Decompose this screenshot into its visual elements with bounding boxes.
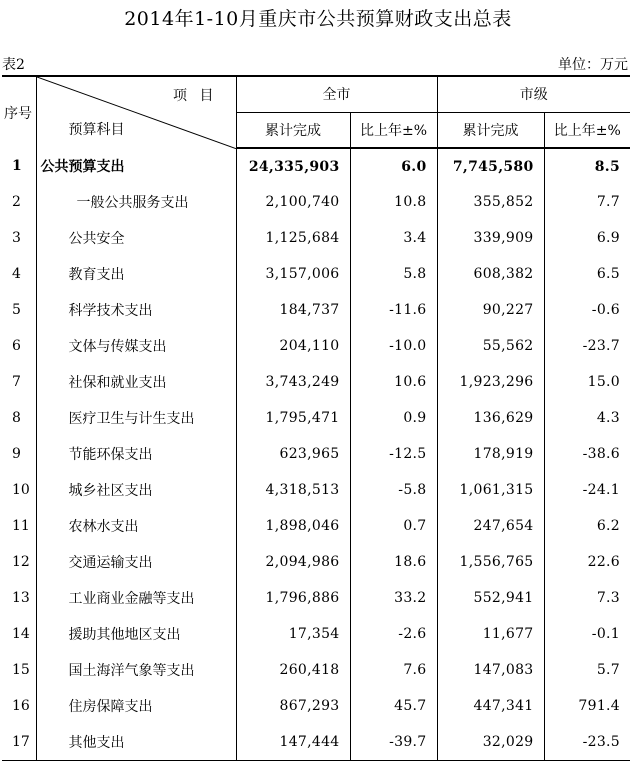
cell-municipal-cumulative: 55,562 (437, 328, 544, 364)
cell-seq: 17 (2, 724, 36, 760)
cell-municipal-cumulative: 178,919 (437, 436, 544, 472)
cell-municipal-cumulative: 608,382 (437, 256, 544, 292)
cell-municipal-yoy: -23.5 (544, 724, 630, 760)
cell-city-cumulative: 3,157,006 (236, 256, 350, 292)
cell-city-yoy: 10.8 (350, 184, 437, 220)
cell-subject: 医疗卫生与计生支出 (36, 400, 236, 436)
cell-city-yoy: -5.8 (350, 472, 437, 508)
expenditure-table (2, 75, 630, 761)
cell-municipal-cumulative: 11,677 (437, 616, 544, 652)
cell-subject: 农林水支出 (36, 508, 236, 544)
header-city-cumulative: 累计完成 (236, 112, 350, 148)
header-municipal-yoy: 比上年±% (544, 112, 630, 148)
unit-label: 单位：万元 (558, 57, 628, 73)
table-row (2, 400, 630, 436)
cell-city-yoy: 45.7 (350, 688, 437, 724)
cell-municipal-cumulative: 1,556,765 (437, 544, 544, 580)
table-row (2, 544, 630, 580)
cell-city-cumulative: 4,318,513 (236, 472, 350, 508)
cell-subject: 一般公共服务支出 (36, 184, 236, 220)
cell-seq: 6 (12, 338, 21, 354)
cell-seq: 12 (12, 554, 30, 570)
cell-seq: 3 (12, 230, 21, 246)
table-row (2, 328, 630, 364)
cell-city-yoy: 7.6 (350, 652, 437, 688)
header-subject: 预算科目 (68, 122, 125, 138)
cell-municipal-yoy: -38.6 (544, 436, 630, 472)
cell-city-cumulative: 623,965 (236, 436, 350, 472)
cell-city-yoy: 5.8 (350, 256, 437, 292)
table-row (2, 292, 630, 328)
header-group-municipal: 市级 (437, 76, 630, 112)
cell-city-yoy: -2.6 (350, 616, 437, 652)
cell-seq: 9 (12, 446, 21, 462)
cell-city-cumulative: 260,418 (236, 652, 350, 688)
cell-municipal-yoy: 6.5 (544, 256, 630, 292)
cell-municipal-cumulative: 1,061,315 (437, 472, 544, 508)
cell-city-cumulative: 24,335,903 (236, 148, 350, 184)
cell-municipal-cumulative: 247,654 (437, 508, 544, 544)
header-item: 项 目 (173, 88, 218, 104)
cell-municipal-cumulative: 355,852 (437, 184, 544, 220)
cell-subject: 社保和就业支出 (36, 364, 236, 400)
cell-municipal-yoy: 15.0 (544, 364, 630, 400)
cell-subject: 公共安全 (36, 220, 236, 256)
cell-city-yoy: -11.6 (350, 292, 437, 328)
cell-subject: 科学技术支出 (36, 292, 236, 328)
table-row (2, 472, 630, 508)
table-row (2, 436, 630, 472)
cell-city-cumulative: 147,444 (236, 724, 350, 760)
cell-city-yoy: -39.7 (350, 724, 437, 760)
cell-municipal-yoy: -23.7 (544, 328, 630, 364)
cell-municipal-cumulative: 1,923,296 (437, 364, 544, 400)
cell-city-cumulative: 3,743,249 (236, 364, 350, 400)
cell-city-cumulative: 1,898,046 (236, 508, 350, 544)
cell-seq: 14 (12, 626, 30, 642)
cell-city-yoy: -12.5 (350, 436, 437, 472)
header-group-city: 全市 (236, 76, 437, 112)
cell-municipal-cumulative: 552,941 (437, 580, 544, 616)
cell-municipal-yoy: 8.5 (544, 148, 630, 184)
cell-subject: 节能环保支出 (36, 436, 236, 472)
cell-city-yoy: 6.0 (350, 148, 437, 184)
cell-city-cumulative: 867,293 (236, 688, 350, 724)
cell-city-cumulative: 184,737 (236, 292, 350, 328)
cell-city-yoy: 10.6 (350, 364, 437, 400)
cell-seq: 4 (12, 266, 21, 282)
cell-subject: 交通运输支出 (36, 544, 236, 580)
cell-seq: 13 (12, 590, 30, 606)
cell-city-cumulative: 2,100,740 (236, 184, 350, 220)
cell-municipal-yoy: 4.3 (544, 400, 630, 436)
cell-seq: 2 (12, 194, 21, 210)
cell-municipal-cumulative: 90,227 (437, 292, 544, 328)
page-title: 2014年1-10月重庆市公共预算财政支出总表 (124, 8, 512, 30)
table-id: 表2 (2, 57, 25, 73)
cell-municipal-cumulative: 32,029 (437, 724, 544, 760)
cell-city-cumulative: 1,796,886 (236, 580, 350, 616)
cell-municipal-yoy: -24.1 (544, 472, 630, 508)
cell-city-cumulative: 204,110 (236, 328, 350, 364)
table-row (2, 508, 630, 544)
cell-municipal-yoy: -0.6 (544, 292, 630, 328)
cell-city-yoy: 0.9 (350, 400, 437, 436)
cell-subject: 其他支出 (36, 724, 236, 760)
cell-seq: 16 (12, 698, 30, 714)
header-municipal-cumulative: 累计完成 (437, 112, 544, 148)
table-row-total (2, 148, 630, 184)
table-row (2, 688, 630, 724)
cell-subject: 援助其他地区支出 (36, 616, 236, 652)
table-row (2, 256, 630, 292)
table-body (2, 148, 630, 760)
cell-city-cumulative: 2,094,986 (236, 544, 350, 580)
cell-municipal-cumulative: 447,341 (437, 688, 544, 724)
cell-subject: 住房保障支出 (36, 688, 236, 724)
table-row (2, 652, 630, 688)
cell-municipal-yoy: 7.7 (544, 184, 630, 220)
table-row (2, 184, 630, 220)
table-row (2, 220, 630, 256)
cell-city-yoy: 3.4 (350, 220, 437, 256)
cell-municipal-yoy: 791.4 (544, 688, 630, 724)
cell-municipal-cumulative: 7,745,580 (437, 148, 544, 184)
cell-municipal-yoy: -0.1 (544, 616, 630, 652)
cell-city-yoy: -10.0 (350, 328, 437, 364)
cell-subject: 国土海洋气象等支出 (36, 652, 236, 688)
table-row (2, 724, 630, 760)
cell-seq: 7 (12, 374, 21, 390)
cell-seq: 10 (12, 482, 30, 498)
cell-seq: 1 (12, 158, 22, 174)
header-seq: 序号 (2, 76, 36, 148)
cell-city-cumulative: 17,354 (236, 616, 350, 652)
header-diagonal-cell (36, 76, 236, 148)
cell-municipal-yoy: 7.3 (544, 580, 630, 616)
cell-city-cumulative: 1,125,684 (236, 220, 350, 256)
header-city-yoy: 比上年±% (350, 112, 437, 148)
cell-city-yoy: 33.2 (350, 580, 437, 616)
cell-seq: 5 (12, 302, 21, 318)
cell-city-yoy: 18.6 (350, 544, 437, 580)
cell-seq: 8 (12, 410, 21, 426)
cell-municipal-cumulative: 147,083 (437, 652, 544, 688)
table-row (2, 616, 630, 652)
cell-municipal-cumulative: 339,909 (437, 220, 544, 256)
cell-municipal-yoy: 6.9 (544, 220, 630, 256)
table-row (2, 580, 630, 616)
cell-seq: 15 (12, 662, 30, 678)
cell-municipal-yoy: 22.6 (544, 544, 630, 580)
cell-subject: 教育支出 (36, 256, 236, 292)
cell-subject: 城乡社区支出 (36, 472, 236, 508)
cell-subject: 工业商业金融等支出 (36, 580, 236, 616)
table-row (2, 364, 630, 400)
cell-municipal-yoy: 5.7 (544, 652, 630, 688)
cell-city-cumulative: 1,795,471 (236, 400, 350, 436)
cell-municipal-cumulative: 136,629 (437, 400, 544, 436)
cell-city-yoy: 0.7 (350, 508, 437, 544)
cell-municipal-yoy: 6.2 (544, 508, 630, 544)
cell-subject: 文体与传媒支出 (36, 328, 236, 364)
cell-subject: 公共预算支出 (36, 148, 236, 184)
cell-seq: 11 (12, 518, 30, 534)
